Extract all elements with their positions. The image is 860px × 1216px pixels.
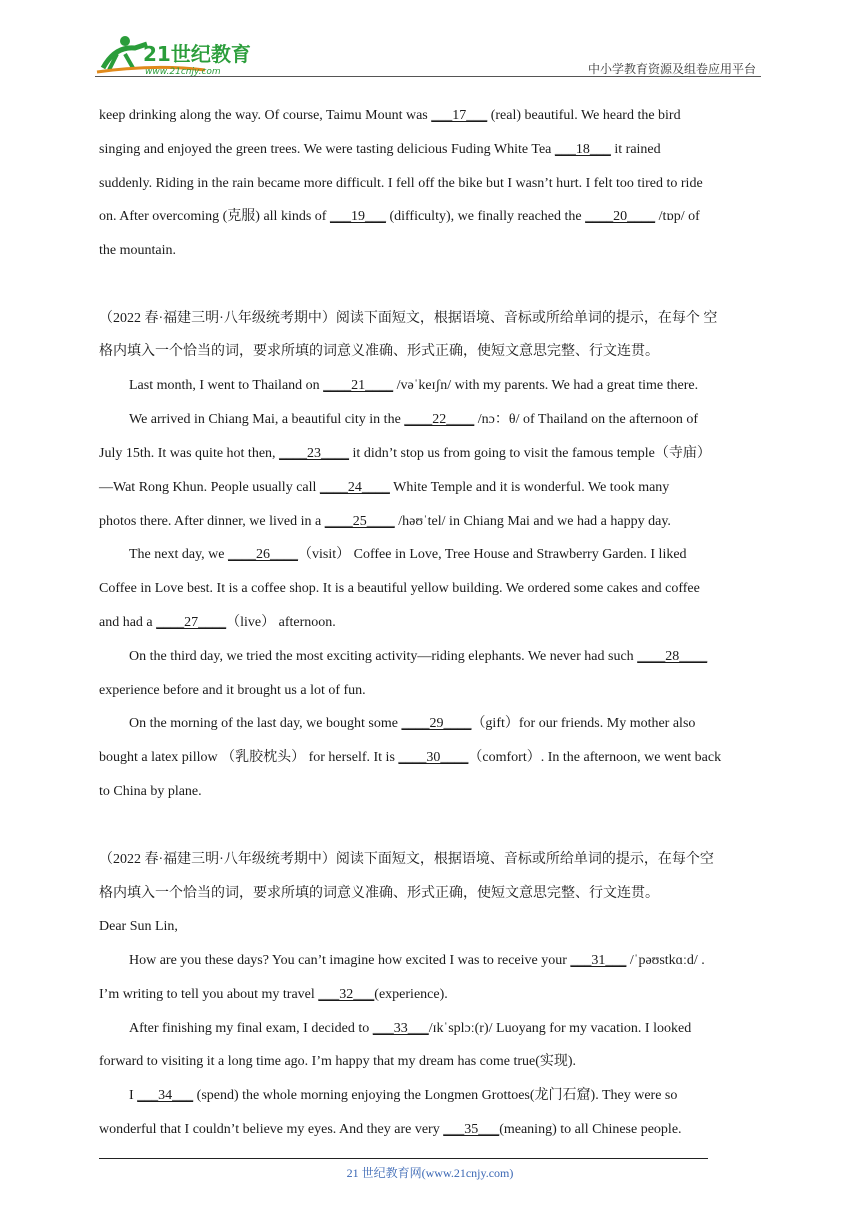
p2-intro-2: 格内填入一个恰当的词，要求所填的词意义准确、形式正确，使短文意思完整、行文连贯。 (99, 344, 659, 359)
blank-21[interactable]: ____21____ (323, 378, 394, 393)
blank-28[interactable]: ____28____ (637, 649, 708, 664)
blank-18[interactable]: ___18___ (554, 142, 611, 157)
p1-line-3: suddenly. Riding in the rain became more difficult. I fell off the bike but I wasn’t hurt. I felt too tired to ride (99, 176, 703, 191)
blank-34[interactable]: ___34___ (137, 1088, 194, 1103)
p2-line-12: bought a latex pillow （乳胶枕头） for herself. It is ____30____（comfort）. In the afternoon, we went back (99, 750, 722, 765)
p2-line-6: The next day, we ____26____（visit） Coffee in Love, Tree House and Strawberry Garden. I liked (129, 547, 687, 562)
p2-line-10: experience before and it brought us a lot of fun. (99, 683, 366, 698)
p3-intro-2: 格内填入一个恰当的词，要求所填的词意义准确、形式正确，使短文意思完整、行文连贯。 (99, 886, 659, 901)
p3-salutation: Dear Sun Lin, (99, 919, 178, 934)
p2-line-4: —Wat Rong Khun. People usually call ____24____ White Temple and it is wonderful. We took many (99, 480, 670, 495)
footer-rule (99, 1158, 708, 1159)
blank-27[interactable]: ____27____ (156, 615, 227, 630)
blank-23[interactable]: ____23____ (279, 446, 350, 461)
p3-line-2: How are you these days? You can’t imagine how excited I was to receive your ___31___ /ˈpəʊstkɑːd/ . (129, 953, 705, 968)
blank-29[interactable]: ____29____ (401, 716, 472, 731)
p1-line-2: singing and enjoyed the green trees. We were tasting delicious Fuding White Tea ___18___ it rained (99, 142, 661, 157)
p3-line-6: I ___34___ (spend) the whole morning enjoying the Longmen Grottoes(龙门石窟). They were so (129, 1088, 678, 1103)
p2-line-1: Last month, I went to Thailand on ____21____ /vəˈkeɪʃn/ with my parents. We had a great time there. (129, 378, 699, 393)
p2-line-8: and had a ____27____（live） afternoon. (99, 615, 336, 630)
p1-line-4: on. After overcoming (克服) all kinds of ___19___ (difficulty), we finally reached the ____20____ /tɒp/ of (99, 209, 700, 224)
blank-25[interactable]: ____25____ (324, 514, 395, 529)
svg-text:www.21cnjy.com: www.21cnjy.com (145, 67, 221, 76)
p3-intro-1: （2022 春·福建三明·八年级统考期中）阅读下面短文，根据语境、音标或所给单词的提示，在每个空 (99, 852, 714, 867)
blank-30[interactable]: ____30____ (398, 750, 469, 765)
p2-line-13: to China by plane. (99, 784, 202, 799)
p2-line-3: July 15th. It was quite hot then, ____23____ it didn’t stop us from going to visit the famous temple（寺庙） (99, 446, 711, 461)
p2-line-11: On the morning of the last day, we bought some ____29____（gift）for our friends. My mother also (129, 716, 696, 731)
p3-line-3: I’m writing to tell you about my travel ___32___(experience). (99, 987, 448, 1002)
p3-line-5: forward to visiting it a long time ago. I’m happy that my dream has come true(实现). (99, 1054, 577, 1069)
blank-22[interactable]: ____22____ (404, 412, 475, 427)
blank-33[interactable]: ___33___ (372, 1021, 429, 1036)
svg-text:21世纪教育: 21世纪教育 (143, 42, 251, 66)
footer-text: 21 世纪教育网(www.21cnjy.com) (346, 1166, 514, 1180)
blank-24[interactable]: ____24____ (319, 480, 390, 495)
p2-line-2: We arrived in Chiang Mai, a beautiful city in the ____22____ /nɔ：θ/ of Thailand on the afternoon of (129, 412, 699, 427)
page-header (95, 30, 761, 78)
p3-line-4: After finishing my final exam, I decided to ___33___/ɪkˈsplɔː(r)/ Luoyang for my vacation. I looked (129, 1021, 692, 1036)
platform-label: 中小学教育资源及组卷应用平台 (587, 62, 756, 76)
logo-21cnjy (95, 34, 265, 76)
blank-20[interactable]: ____20____ (585, 209, 656, 224)
p2-line-9: On the third day, we tried the most exciting activity—riding elephants. We never had such ____28____ (129, 649, 708, 664)
p1-line-5: the mountain. (99, 243, 176, 258)
header-rule (95, 76, 761, 77)
p2-line-7: Coffee in Love best. It is a coffee shop. It is a beautiful yellow building. We ordered some cakes and coffee (99, 581, 700, 596)
blank-35[interactable]: ___35___ (443, 1122, 500, 1137)
blank-19[interactable]: ___19___ (329, 209, 386, 224)
blank-32[interactable]: ___32___ (318, 987, 375, 1002)
blank-17[interactable]: ___17___ (431, 108, 488, 123)
p1-line-1: keep drinking along the way. Of course, Taimu Mount was ___17___ (real) beautiful. We heard the bird (99, 108, 681, 123)
p2-intro-1: （2022 春·福建三明·八年级统考期中）阅读下面短文，根据语境、音标或所给单词的提示，在每个 空 (99, 311, 718, 326)
p2-line-5: photos there. After dinner, we lived in a ____25____ /həʊˈtel/ in Chiang Mai and we had a happy day. (99, 514, 671, 529)
blank-26[interactable]: ____26____ (228, 547, 298, 562)
blank-31[interactable]: ___31___ (570, 953, 627, 968)
p3-line-7: wonderful that I couldn’t believe my eyes. And they are very ___35___(meaning) to all Chinese people. (99, 1122, 682, 1137)
